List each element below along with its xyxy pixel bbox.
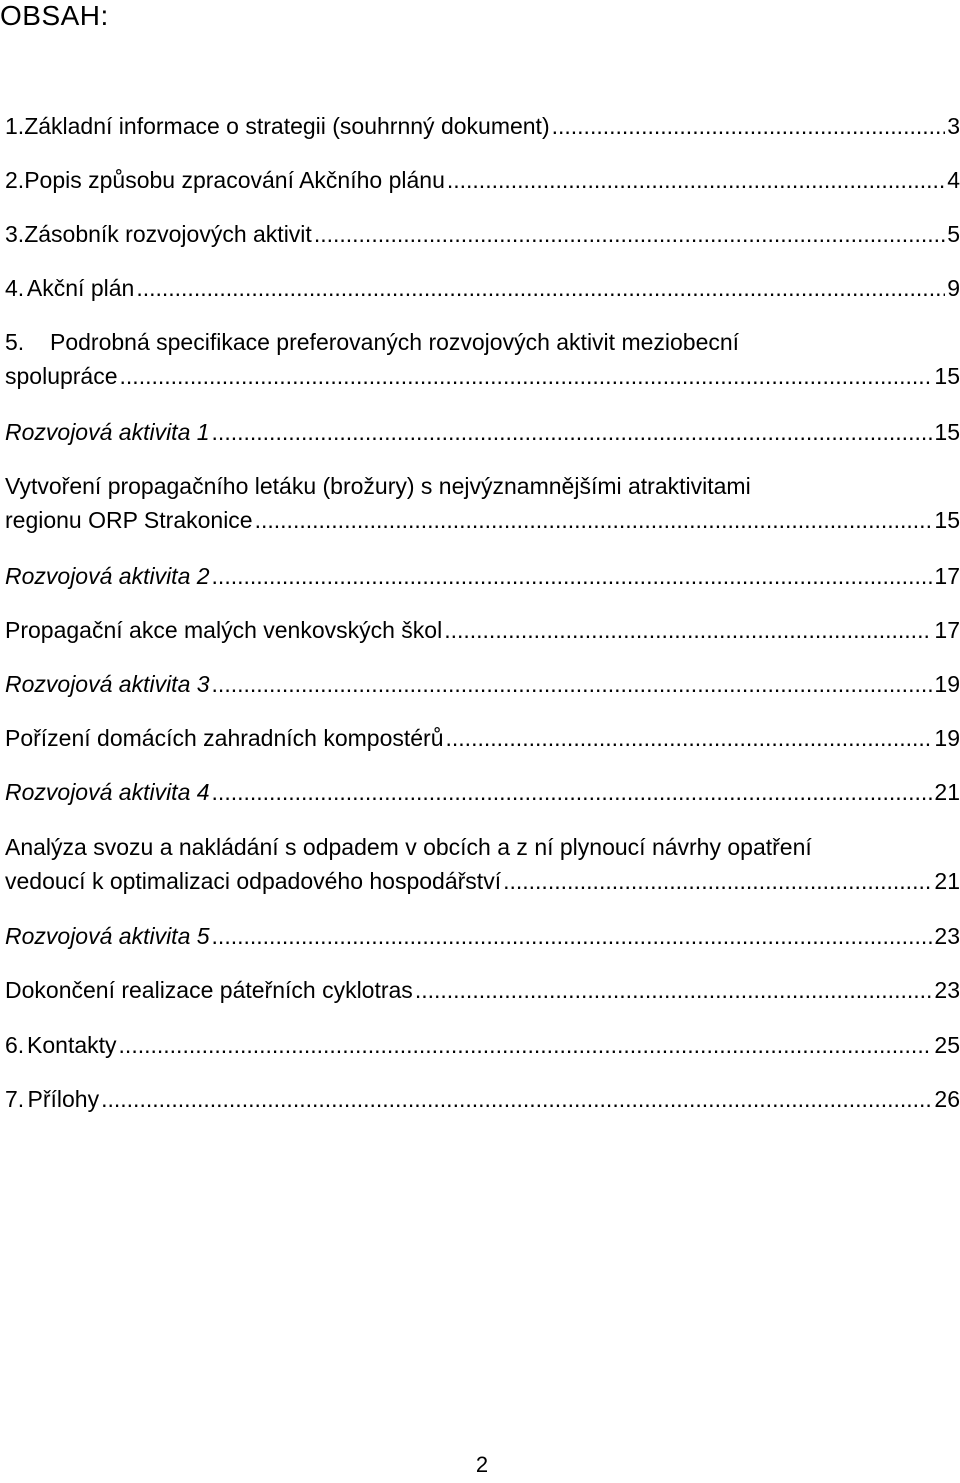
toc-entry-number: 2. xyxy=(5,167,25,193)
toc-entry-2[interactable] xyxy=(5,163,960,197)
dot-leader xyxy=(314,217,945,251)
toc-entry-title: Rozvojová aktivita 4 xyxy=(5,779,210,805)
toc-entry-title-line1: Podrobná specifikace preferovaných rozvojových aktivit meziobecní xyxy=(50,329,740,355)
toc-heading: OBSAH: xyxy=(0,0,109,31)
toc-entry-page: 23 xyxy=(934,977,960,1003)
toc-entry-title-line1: Vytvoření propagačního letáku (brožury) s nejvýznamnějšími atraktivitami xyxy=(5,473,751,499)
toc-entry-page: 5 xyxy=(947,221,960,247)
toc-entry-page: 23 xyxy=(934,923,960,949)
toc-entry-activity-2-title[interactable] xyxy=(5,613,960,647)
toc-entry-title: Rozvojová aktivita 3 xyxy=(5,671,210,697)
toc-entry-title: regionu ORP Strakonice xyxy=(5,507,253,533)
toc-entry-page: 21 xyxy=(934,779,960,805)
toc-entry-3[interactable] xyxy=(5,217,960,251)
dot-leader xyxy=(415,973,933,1007)
dot-leader xyxy=(212,919,933,953)
toc-entry-title: Rozvojová aktivita 1 xyxy=(5,419,210,445)
dot-leader xyxy=(212,415,933,449)
page-number: 2 xyxy=(475,1452,489,1477)
toc-entry-page: 3 xyxy=(947,113,960,139)
toc-entry-title: Rozvojová aktivita 5 xyxy=(5,923,210,949)
dot-leader xyxy=(212,775,933,809)
toc-entry-activity-2[interactable] xyxy=(5,559,960,593)
toc-entry-activity-4[interactable] xyxy=(5,775,960,809)
toc-entry-title: Kontakty xyxy=(27,1032,117,1058)
dot-leader xyxy=(212,667,933,701)
toc-entry-number: 3. xyxy=(5,221,25,247)
toc-entry-number: 6. xyxy=(5,1032,25,1058)
toc-entry-title: Propagační akce malých venkovských škol xyxy=(5,617,443,643)
dot-leader xyxy=(120,359,933,393)
toc-entry-title-line1: Analýza svozu a nakládání s odpadem v obcích a z ní plynoucí návrhy opatření xyxy=(5,834,812,860)
toc-entry-4[interactable] xyxy=(5,271,960,305)
toc-entry-page: 19 xyxy=(934,671,960,697)
dot-leader xyxy=(255,503,933,537)
toc-entry-number: 4. xyxy=(5,275,25,301)
toc-entry-1[interactable] xyxy=(5,109,960,143)
toc-entry-6[interactable] xyxy=(5,1028,960,1062)
toc-entry-number: 7. xyxy=(5,1086,25,1112)
toc-entry-page: 17 xyxy=(934,563,960,589)
toc-entry-activity-5-title[interactable] xyxy=(5,973,960,1007)
toc-entry-number: 5. xyxy=(5,329,25,355)
toc-entry-5[interactable] xyxy=(5,325,960,393)
toc-entry-page: 4 xyxy=(947,167,960,193)
toc-entry-page: 15 xyxy=(934,363,960,389)
dot-leader xyxy=(136,271,945,305)
dot-leader xyxy=(119,1028,933,1062)
toc-entry-title: Základní informace o strategii (souhrnný dokument) xyxy=(24,113,550,139)
toc-entry-page: 25 xyxy=(934,1032,960,1058)
toc-entry-page: 15 xyxy=(934,507,960,533)
dot-leader xyxy=(447,163,945,197)
dot-leader xyxy=(503,864,932,898)
toc-entry-page: 9 xyxy=(947,275,960,301)
toc-entry-activity-4-title[interactable] xyxy=(5,830,960,898)
toc-entry-title: Popis způsobu zpracování Akčního plánu xyxy=(24,167,445,193)
toc-entry-activity-3-title[interactable] xyxy=(5,721,960,755)
dot-leader xyxy=(552,109,946,143)
toc-entry-activity-3[interactable] xyxy=(5,667,960,701)
dot-leader xyxy=(101,1082,932,1116)
toc-entry-title: Rozvojová aktivita 2 xyxy=(5,563,210,589)
dot-leader xyxy=(212,559,933,593)
toc-entry-title: spolupráce xyxy=(5,363,118,389)
toc-entry-activity-5[interactable] xyxy=(5,919,960,953)
toc-entry-title: Akční plán xyxy=(26,275,135,301)
toc-entry-title: Dokončení realizace páteřních cyklotras xyxy=(5,977,413,1003)
toc-entry-page: 21 xyxy=(934,868,960,894)
toc-entry-title: vedoucí k optimalizaci odpadového hospodářství xyxy=(5,868,502,894)
toc-entry-page: 17 xyxy=(934,617,960,643)
toc-entry-page: 26 xyxy=(934,1086,960,1112)
toc-entry-page: 19 xyxy=(934,725,960,751)
toc-entry-title: Přílohy xyxy=(27,1086,100,1112)
toc-entry-activity-1[interactable] xyxy=(5,415,960,449)
toc-entry-title: Pořízení domácích zahradních kompostérů xyxy=(5,725,444,751)
toc-entry-number: 1. xyxy=(5,113,25,139)
dot-leader xyxy=(446,721,933,755)
toc-entry-7[interactable] xyxy=(5,1082,960,1116)
toc-entry-page: 15 xyxy=(934,419,960,445)
toc-entry-activity-1-title[interactable] xyxy=(5,469,960,537)
dot-leader xyxy=(444,613,932,647)
toc-entry-title: Zásobník rozvojových aktivit xyxy=(24,221,312,247)
